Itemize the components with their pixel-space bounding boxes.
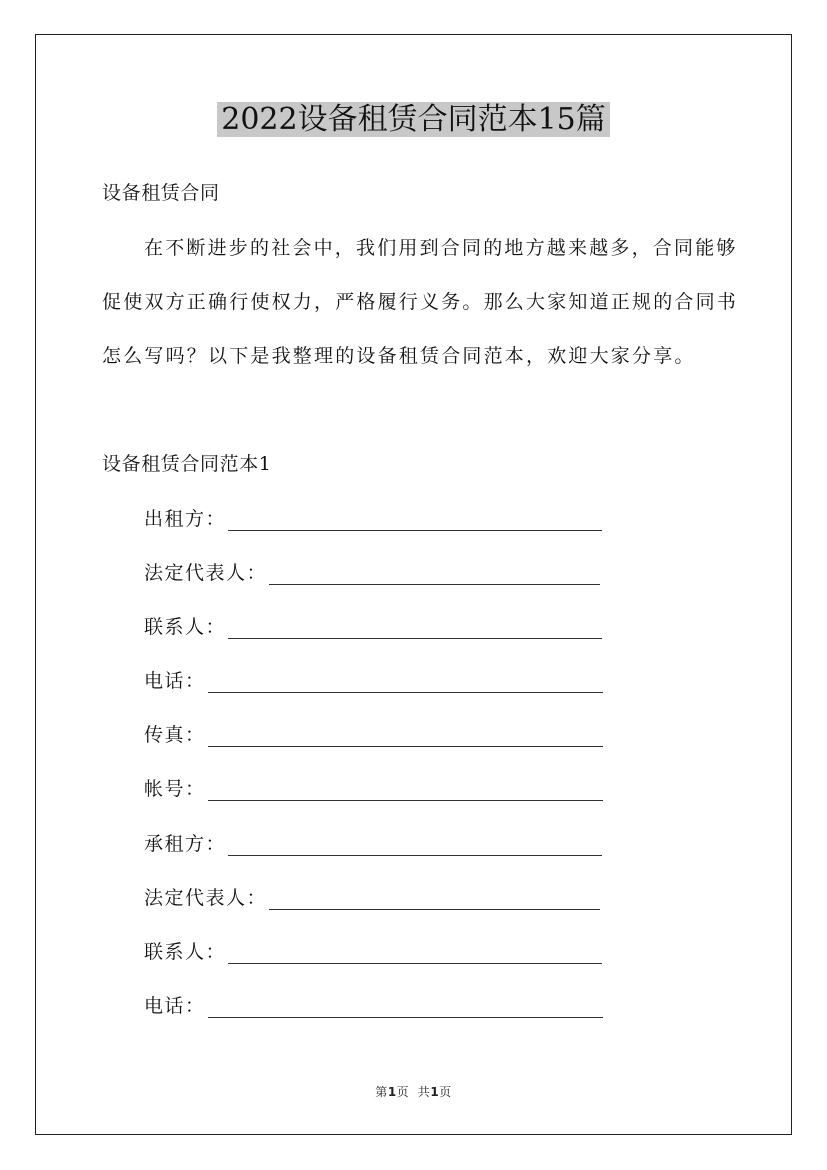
document-title: [0, 100, 827, 140]
fill-in-blank[interactable]: [228, 620, 602, 639]
footer-prefix: 第: [375, 1085, 388, 1099]
page-footer: [0, 1084, 827, 1100]
fill-in-blank[interactable]: [228, 945, 602, 964]
document-title-text: 2022设备租赁合同范本15篇: [217, 102, 610, 137]
lessor-account-field: [144, 777, 603, 801]
lessor-contact-field: [144, 615, 602, 639]
fill-in-blank[interactable]: [208, 999, 603, 1018]
section-title: 设备租赁合同范本1: [102, 453, 272, 475]
lessee-field: [144, 832, 602, 856]
fill-in-blank[interactable]: [208, 728, 603, 747]
footer-middle: 页 共: [396, 1085, 431, 1099]
intro-line-2: 促使双方正确行使权力，严格履行义务。那么大家知道正规的合同书: [102, 291, 739, 313]
field-label: 出租方：: [144, 508, 227, 530]
field-label: 传真：: [144, 724, 206, 746]
fill-in-blank[interactable]: [228, 837, 602, 856]
fill-in-blank[interactable]: [208, 782, 603, 801]
field-label: 法定代表人：: [144, 562, 268, 584]
lessee-phone-field: [144, 994, 603, 1018]
fill-in-blank[interactable]: [228, 512, 602, 531]
fill-in-blank[interactable]: [269, 566, 600, 585]
contract-heading: 设备租赁合同: [102, 182, 220, 204]
lessee-contact-field: [144, 940, 602, 964]
lessor-legal-rep-field: [144, 561, 600, 585]
footer-suffix: 页: [439, 1085, 452, 1099]
field-label: 电话：: [144, 995, 206, 1017]
field-label: 帐号：: [144, 778, 206, 800]
field-label: 法定代表人：: [144, 887, 268, 909]
footer-total-pages: 1: [430, 1085, 440, 1099]
fill-in-blank[interactable]: [269, 891, 600, 910]
field-label: 联系人：: [144, 941, 227, 963]
footer-page-number: 1: [387, 1085, 397, 1099]
lessor-fax-field: [144, 723, 603, 747]
lessor-phone-field: [144, 669, 603, 693]
field-label: 电话：: [144, 670, 206, 692]
fill-in-blank[interactable]: [208, 674, 603, 693]
lessor-field: [144, 507, 602, 531]
field-label: 承租方：: [144, 833, 227, 855]
field-label: 联系人：: [144, 616, 227, 638]
intro-line-1: 在不断进步的社会中，我们用到合同的地方越来越多，合同能够: [144, 237, 738, 259]
lessee-legal-rep-field: [144, 886, 600, 910]
intro-line-3: 怎么写吗？以下是我整理的设备租赁合同范本，欢迎大家分享。: [102, 345, 696, 367]
